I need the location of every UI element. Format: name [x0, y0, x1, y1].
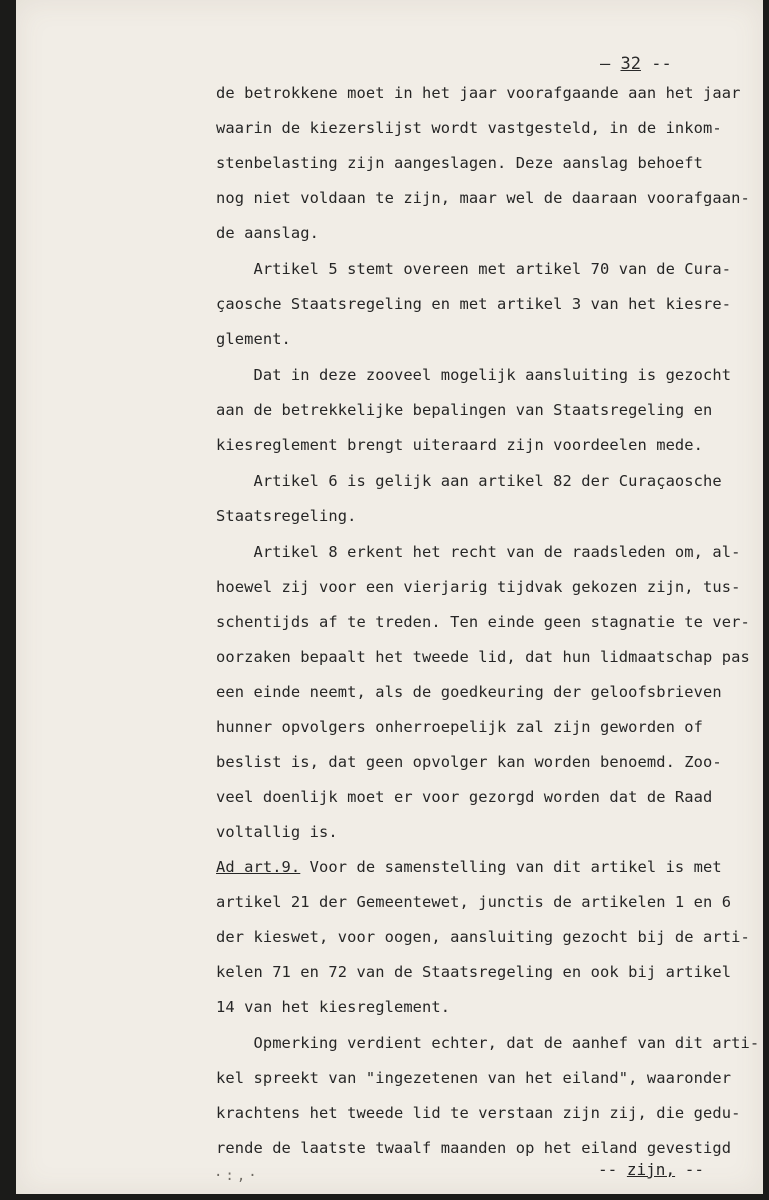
- text-line: hunner opvolgers onherroepelijk zal zijn geworden of: [216, 718, 704, 736]
- text-line: schentijds af te treden. Ten einde geen stagnatie te ver-: [216, 613, 750, 631]
- text-line: 14 van het kiesreglement.: [216, 998, 451, 1016]
- text-line: Artikel 8 erkent het recht van de raadsleden om, al-: [216, 543, 741, 561]
- text-line: rende de laatste twaalf maanden op het eiland gevestigd: [216, 1139, 732, 1157]
- page-number-value: 32: [620, 54, 641, 74]
- text-line: Dat in deze zooveel mogelijk aansluiting is gezocht: [216, 366, 732, 384]
- text-line: Artikel 5 stemt overeen met artikel 70 van de Cura-: [216, 260, 732, 278]
- text-line: stenbelasting zijn aangeslagen. Deze aanslag behoeft: [216, 154, 704, 172]
- span: --: [598, 1160, 627, 1179]
- text-line: kel spreekt van "ingezetenen van het eiland", waaronder: [216, 1069, 732, 1087]
- text-line: kiesreglement brengt uiteraard zijn voordeelen mede.: [216, 436, 704, 454]
- text-line: Artikel 6 is gelijk aan artikel 82 der Curaçaosche: [216, 472, 722, 490]
- text-line: çaosche Staatsregeling en met artikel 3 van het kiesre-: [216, 295, 732, 313]
- text-line: glement.: [216, 330, 291, 348]
- text-line: hoewel zij voor een vierjarig tijdvak gekozen zijn, tus-: [216, 578, 741, 596]
- span: --: [675, 1160, 704, 1179]
- text-line: nog niet voldaan te zijn, maar wel de daaraan voorafgaan-: [216, 189, 750, 207]
- section-heading-ad-art-9: Ad art.9.: [216, 858, 301, 876]
- text-line: de aanslag.: [216, 224, 320, 242]
- page-number-left: —: [600, 54, 621, 74]
- text-line: der kieswet, voor oogen, aansluiting gezocht bij de arti-: [216, 928, 750, 946]
- text-line: krachtens het tweede lid te verstaan zijn zij, die gedu-: [216, 1104, 741, 1122]
- text-line: aan de betrekkelijke bepalingen van Staatsregeling en: [216, 401, 713, 419]
- catchword-value: zijn,: [626, 1160, 676, 1179]
- text-line-ad-heading: [216, 858, 722, 876]
- text-line: voltallig is.: [216, 823, 338, 841]
- text-line: oorzaken bepaalt het tweede lid, dat hun lidmaatschap pas: [216, 648, 750, 666]
- page-number: [600, 54, 672, 74]
- text-line: veel doenlijk moet er voor gezorgd worden dat de Raad: [216, 788, 713, 806]
- text-line: Staatsregeling.: [216, 507, 357, 525]
- catchword: [598, 1160, 704, 1179]
- text-line: waarin de kiezerslijst wordt vastgesteld, in de inkom-: [216, 119, 722, 137]
- text-line: kelen 71 en 72 van de Staatsregeling en ook bij artikel: [216, 963, 732, 981]
- bottom-marks: ·:,·: [214, 1168, 260, 1184]
- text-line: artikel 21 der Gemeentewet, junctis de artikelen 1 en 6: [216, 893, 732, 911]
- page-number-right: --: [640, 54, 672, 74]
- span: Voor de samenstelling van dit artikel is met: [300, 858, 722, 876]
- text-line: een einde neemt, als de goedkeuring der geloofsbrieven: [216, 683, 722, 701]
- text-line: beslist is, dat geen opvolger kan worden benoemd. Zoo-: [216, 753, 722, 771]
- text-line: Opmerking verdient echter, dat de aanhef van dit arti-: [216, 1034, 760, 1052]
- text-line: de betrokkene moet in het jaar voorafgaande aan het jaar: [216, 84, 741, 102]
